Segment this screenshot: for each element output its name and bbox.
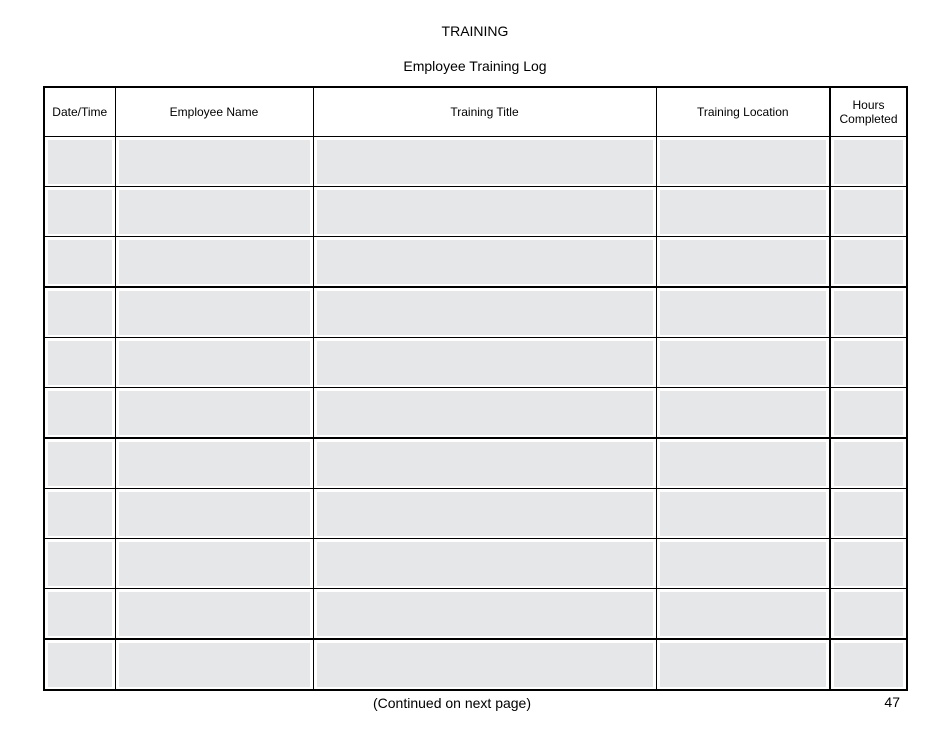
cell-training-title[interactable]: [313, 539, 656, 589]
entry-field-hours-completed[interactable]: [834, 592, 903, 636]
cell-employee-name[interactable]: [115, 489, 313, 539]
entry-field-employee-name[interactable]: [119, 341, 310, 385]
log-body: [44, 137, 907, 691]
cell-date-time[interactable]: [44, 237, 115, 288]
log-row: [44, 237, 907, 288]
log-row: [44, 137, 907, 187]
entry-field-training-title[interactable]: [317, 391, 653, 435]
cell-training-location[interactable]: [656, 438, 830, 489]
entry-field-training-location[interactable]: [660, 442, 827, 486]
entry-field-training-location[interactable]: [660, 643, 827, 687]
log-row: [44, 639, 907, 690]
log-title: Employee Training Log: [403, 58, 547, 74]
log-row: [44, 338, 907, 388]
entry-field-hours-completed[interactable]: [834, 442, 903, 486]
cell-training-title[interactable]: [313, 237, 656, 288]
log-row: [44, 287, 907, 338]
cell-employee-name[interactable]: [115, 589, 313, 640]
log-row: [44, 489, 907, 539]
cell-hours-completed[interactable]: [830, 438, 907, 489]
entry-field-hours-completed[interactable]: [834, 391, 903, 435]
column-header-hours-completed: [830, 87, 907, 137]
continued-note: (Continued on next page): [373, 695, 531, 711]
entry-field-employee-name[interactable]: [119, 291, 310, 335]
log-row: [44, 187, 907, 237]
entry-field-training-title[interactable]: [317, 542, 653, 586]
entry-field-employee-name[interactable]: [119, 442, 310, 486]
training-log-table: [43, 86, 908, 691]
cell-date-time[interactable]: [44, 639, 115, 690]
cell-hours-completed[interactable]: [830, 137, 907, 187]
entry-field-training-title[interactable]: [317, 291, 653, 335]
cell-hours-completed[interactable]: [830, 237, 907, 288]
cell-training-title[interactable]: [313, 287, 656, 338]
entry-field-date-time[interactable]: [48, 442, 112, 486]
cell-date-time[interactable]: [44, 589, 115, 640]
cell-date-time[interactable]: [44, 438, 115, 489]
cell-date-time[interactable]: [44, 338, 115, 388]
cell-employee-name[interactable]: [115, 438, 313, 489]
entry-field-hours-completed[interactable]: [834, 492, 903, 536]
entry-field-hours-completed[interactable]: [834, 291, 903, 335]
cell-hours-completed[interactable]: [830, 639, 907, 690]
cell-training-location[interactable]: [656, 639, 830, 690]
cell-training-location[interactable]: [656, 287, 830, 338]
entry-field-training-title[interactable]: [317, 592, 653, 636]
entry-field-training-title[interactable]: [317, 442, 653, 486]
entry-field-training-location[interactable]: [660, 190, 827, 234]
cell-employee-name[interactable]: [115, 639, 313, 690]
entry-field-employee-name[interactable]: [119, 391, 310, 435]
entry-field-date-time[interactable]: [48, 341, 112, 385]
hours-completed-label: Hours Completed: [839, 98, 898, 126]
cell-training-location[interactable]: [656, 187, 830, 237]
entry-field-training-title[interactable]: [317, 341, 653, 385]
cell-training-location[interactable]: [656, 589, 830, 640]
cell-training-location[interactable]: [656, 489, 830, 539]
column-header-employee-name: Employee Name: [115, 87, 313, 137]
cell-date-time[interactable]: [44, 388, 115, 439]
entry-field-training-location[interactable]: [660, 240, 827, 284]
cell-training-location[interactable]: [656, 539, 830, 589]
entry-field-training-title[interactable]: [317, 240, 653, 284]
log-row: [44, 388, 907, 439]
entry-field-date-time[interactable]: [48, 643, 112, 687]
entry-field-date-time[interactable]: [48, 190, 112, 234]
entry-field-employee-name[interactable]: [119, 492, 310, 536]
cell-training-title[interactable]: [313, 338, 656, 388]
column-header-date-time: Date/Time: [44, 87, 115, 137]
entry-field-employee-name[interactable]: [119, 140, 310, 184]
entry-field-training-location[interactable]: [660, 592, 827, 636]
entry-field-date-time[interactable]: [48, 391, 112, 435]
entry-field-employee-name[interactable]: [119, 240, 310, 284]
cell-hours-completed[interactable]: [830, 338, 907, 388]
entry-field-training-location[interactable]: [660, 542, 827, 586]
entry-field-hours-completed[interactable]: [834, 240, 903, 284]
cell-training-title[interactable]: [313, 438, 656, 489]
log-row: [44, 589, 907, 640]
entry-field-training-title[interactable]: [317, 140, 653, 184]
entry-field-hours-completed[interactable]: [834, 341, 903, 385]
cell-hours-completed[interactable]: [830, 388, 907, 439]
header-row: [44, 87, 907, 137]
cell-date-time[interactable]: [44, 489, 115, 539]
cell-training-location[interactable]: [656, 237, 830, 288]
entry-field-date-time[interactable]: [48, 240, 112, 284]
cell-employee-name[interactable]: [115, 237, 313, 288]
entry-field-employee-name[interactable]: [119, 190, 310, 234]
log-row: [44, 438, 907, 489]
cell-training-title[interactable]: [313, 489, 656, 539]
entry-field-training-title[interactable]: [317, 492, 653, 536]
cell-hours-completed[interactable]: [830, 539, 907, 589]
cell-hours-completed[interactable]: [830, 287, 907, 338]
cell-date-time[interactable]: [44, 187, 115, 237]
entry-field-date-time[interactable]: [48, 140, 112, 184]
log-row: [44, 539, 907, 589]
entry-field-training-location[interactable]: [660, 140, 827, 184]
cell-training-title[interactable]: [313, 388, 656, 439]
entry-field-training-location[interactable]: [660, 391, 827, 435]
entry-field-employee-name[interactable]: [119, 592, 310, 636]
cell-date-time[interactable]: [44, 137, 115, 187]
cell-employee-name[interactable]: [115, 539, 313, 589]
entry-field-date-time[interactable]: [48, 592, 112, 636]
cell-training-location[interactable]: [656, 388, 830, 439]
cell-training-title[interactable]: [313, 137, 656, 187]
column-header-training-title: Training Title: [313, 87, 656, 137]
entry-field-training-location[interactable]: [660, 341, 827, 385]
entry-field-hours-completed[interactable]: [834, 140, 903, 184]
cell-hours-completed[interactable]: [830, 589, 907, 640]
column-header-training-location: Training Location: [656, 87, 830, 137]
entry-field-training-location[interactable]: [660, 492, 827, 536]
entry-field-employee-name[interactable]: [119, 542, 310, 586]
section-title: TRAINING: [441, 23, 509, 39]
cell-training-title[interactable]: [313, 639, 656, 690]
entry-field-date-time[interactable]: [48, 542, 112, 586]
cell-employee-name[interactable]: [115, 187, 313, 237]
cell-employee-name[interactable]: [115, 338, 313, 388]
entry-field-training-title[interactable]: [317, 190, 653, 234]
entry-field-employee-name[interactable]: [119, 643, 310, 687]
cell-hours-completed[interactable]: [830, 187, 907, 237]
cell-training-location[interactable]: [656, 338, 830, 388]
cell-training-title[interactable]: [313, 187, 656, 237]
cell-hours-completed[interactable]: [830, 489, 907, 539]
cell-employee-name[interactable]: [115, 287, 313, 338]
entry-field-hours-completed[interactable]: [834, 542, 903, 586]
cell-training-title[interactable]: [313, 589, 656, 640]
page-number: 47: [884, 694, 900, 710]
entry-field-training-location[interactable]: [660, 291, 827, 335]
entry-field-hours-completed[interactable]: [834, 190, 903, 234]
entry-field-date-time[interactable]: [48, 291, 112, 335]
entry-field-hours-completed[interactable]: [834, 643, 903, 687]
cell-date-time[interactable]: [44, 287, 115, 338]
cell-date-time[interactable]: [44, 539, 115, 589]
cell-training-location[interactable]: [656, 137, 830, 187]
entry-field-date-time[interactable]: [48, 492, 112, 536]
cell-employee-name[interactable]: [115, 137, 313, 187]
entry-field-training-title[interactable]: [317, 643, 653, 687]
cell-employee-name[interactable]: [115, 388, 313, 439]
